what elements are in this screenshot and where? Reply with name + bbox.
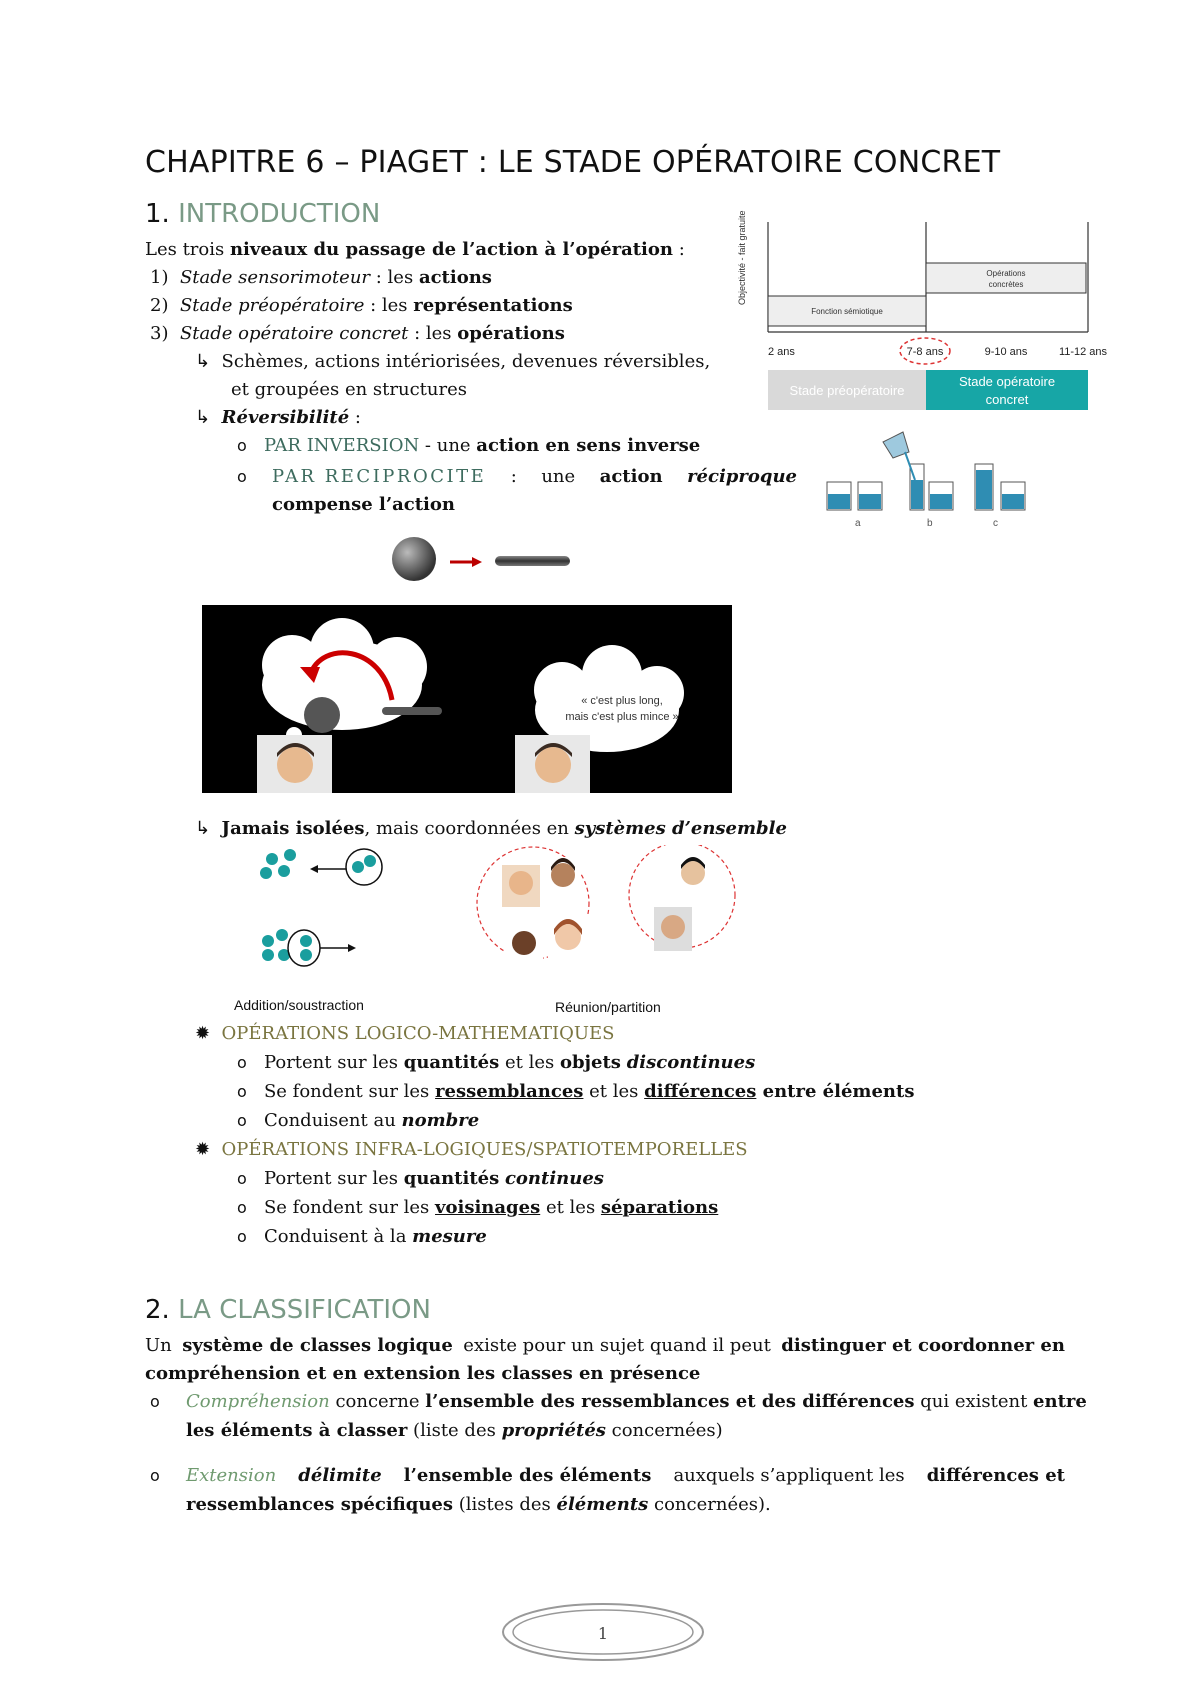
list-italic: Stade préopératoire [179, 295, 365, 316]
logico-item-3 [237, 1107, 479, 1135]
scheme-text-1: Schèmes, actions intériorisées, devenues réversibles, [221, 351, 711, 372]
text: Se fondent sur les [263, 1197, 436, 1218]
logico-item-1 [237, 1049, 755, 1077]
section-1-title: INTRODUCTION [178, 199, 381, 229]
bullet-circle-icon: o [150, 1466, 160, 1485]
bold-italic: éléments [556, 1494, 649, 1515]
person-face [551, 863, 575, 887]
text: existe pour un sujet quand il peut [463, 1335, 771, 1356]
bold: les éléments à classer [186, 1420, 408, 1441]
text: concernées). [648, 1494, 771, 1515]
dot [278, 865, 290, 877]
bold-italic: délimite [298, 1465, 382, 1486]
list-item [150, 264, 492, 292]
ball-to-stick-illustration [390, 535, 580, 585]
extension-line-2 [186, 1491, 771, 1519]
red-arrow-head-icon [472, 557, 482, 567]
reciprocity-label: PAR RECIPROCITE [272, 466, 487, 487]
list-number: 1) [150, 267, 169, 288]
glass-label: b [927, 518, 933, 529]
text: et les [499, 1052, 560, 1073]
text: (liste des [407, 1420, 502, 1441]
bold-italic: mesure [412, 1226, 487, 1247]
clay-ball [304, 697, 340, 733]
comprehension-label: Compréhension [186, 1391, 330, 1412]
bold-italic: nombre [401, 1110, 480, 1131]
clay-stick [495, 556, 570, 566]
list-text: : les [370, 267, 419, 288]
reciprocity-reciproque: réciproque [687, 466, 797, 487]
caption-addition: Addition/soustraction [234, 997, 364, 1013]
section-2-number: 2. [145, 1295, 170, 1325]
extension-bullet [150, 1462, 160, 1490]
bold-italic: propriétés [501, 1420, 606, 1441]
water [976, 470, 992, 509]
text: concerne [329, 1391, 426, 1412]
dot [352, 861, 364, 873]
bold-underline: différences [644, 1081, 757, 1102]
bullet-circle-icon: o [150, 1392, 160, 1411]
scheme-line-2: et groupées en structures [231, 379, 467, 400]
reciprocity-colon: : [510, 466, 517, 487]
person-photos [502, 855, 711, 967]
bubble-quote-2: mais c'est plus mince » [565, 711, 679, 723]
arrow-return-icon: ↳ [195, 407, 211, 428]
list-bold: actions [418, 267, 492, 288]
person-face [512, 931, 536, 955]
bold: distinguer et coordonner en [781, 1335, 1065, 1356]
timeline-tick-label: 2 ans [768, 346, 795, 358]
reciprocity-line-2 [272, 491, 455, 519]
text: Portent sur les [263, 1168, 404, 1189]
reciprocity-compense: compense l’action [272, 494, 455, 515]
dot [300, 935, 312, 947]
bullet-circle-icon: o [237, 1169, 247, 1188]
inversion-bold: action en sens inverse [476, 435, 701, 456]
stage-concret-label-2: concret [985, 392, 1029, 407]
cloud [534, 662, 590, 718]
extension-label: Extension [186, 1465, 277, 1486]
inversion-label: PAR INVERSION [263, 435, 420, 456]
reversibility-label: Réversibilité [221, 407, 350, 428]
bold: ressemblances spécifiques [186, 1494, 454, 1515]
bold: système de classes logique [182, 1335, 453, 1356]
dot [276, 929, 288, 941]
bullet-circle-icon: o [237, 1198, 247, 1217]
water [828, 494, 850, 509]
page-number: 1 [597, 1624, 609, 1643]
bullet-circle-icon: o [237, 1227, 247, 1246]
list-italic: Stade opératoire concret [179, 323, 409, 344]
extension-line-1 [186, 1462, 1065, 1490]
dot [284, 849, 296, 861]
cloud [310, 618, 374, 682]
reciprocity-text: une [541, 466, 576, 487]
bullet-circle-icon: o [237, 1053, 247, 1072]
jamais-isolees-bold: Jamais isolées [221, 818, 365, 839]
text: concernées) [605, 1420, 723, 1441]
bullet-circle-icon: o [237, 436, 247, 455]
list-item [150, 320, 565, 348]
inversion-line [237, 432, 700, 460]
water [911, 480, 923, 509]
dot [364, 855, 376, 867]
scheme-line-1 [195, 348, 715, 376]
clay-stick [382, 707, 442, 715]
clay-ball [392, 537, 436, 581]
text: Conduisent à la [263, 1226, 413, 1247]
list-text: : les [364, 295, 414, 316]
page-title: CHAPITRE 6 – PIAGET : LE STADE OPÉRATOIRE CONCRET [145, 145, 1001, 180]
stage-preoperatoire-label: Stade préopératoire [789, 383, 905, 398]
text: Un [145, 1335, 172, 1356]
bold-underline: séparations [600, 1197, 719, 1218]
timeline-ylabel: Objectivité - fait gratuite [737, 210, 747, 305]
bold: quantités [403, 1052, 500, 1073]
bubble-quote-1: « c'est plus long, [581, 695, 663, 707]
section-1-heading [145, 199, 380, 229]
logico-item-2 [237, 1078, 914, 1106]
section-2-heading [145, 1295, 431, 1325]
list-bold: opérations [457, 323, 565, 344]
logico-title: OPÉRATIONS LOGICO-MATHEMATIQUES [221, 1023, 615, 1044]
caption-reunion: Réunion/partition [555, 999, 661, 1015]
bold-underline: voisinages [435, 1197, 541, 1218]
infra-title: OPÉRATIONS INFRA-LOGIQUES/SPATIOTEMPORELLES [221, 1139, 748, 1160]
section-2-title: LA CLASSIFICATION [178, 1295, 431, 1325]
intro-text: Les trois [145, 239, 230, 260]
child-face [277, 747, 313, 783]
inversion-text: - une [419, 435, 477, 456]
timeline-tick-label: 11-12 ans [1058, 346, 1108, 358]
glasses-illustration [825, 430, 1040, 530]
dot [262, 949, 274, 961]
gear-bullet-icon: ✹ [195, 1023, 211, 1044]
dot [300, 949, 312, 961]
bullet-circle-icon: o [237, 467, 247, 486]
list-number: 2) [150, 295, 169, 316]
person-face [509, 871, 533, 895]
stage-concret-label-1: Stade opératoire [958, 374, 1056, 389]
water [930, 494, 952, 509]
intro-bold: niveaux du passage de l’action à l’opération [229, 239, 673, 260]
glass-label: c [993, 518, 998, 529]
list-item [150, 292, 573, 320]
text: (listes des [453, 1494, 557, 1515]
classif-line-1 [145, 1332, 1065, 1360]
bold: compréhension et en extension les classes en présence [145, 1363, 701, 1384]
reciprocity-action: action [599, 466, 663, 487]
timeline-box-concretes-label-2: concrètes [988, 280, 1024, 289]
timeline-tick-label: 7-8 ans [906, 346, 944, 358]
bold: quantités [403, 1168, 500, 1189]
person-face [661, 915, 685, 939]
dot [262, 935, 274, 947]
infra-item-3 [237, 1223, 487, 1251]
child-face [535, 747, 571, 783]
text: et les [583, 1081, 645, 1102]
dot [266, 853, 278, 865]
bold: différences et [926, 1465, 1065, 1486]
text: et les [540, 1197, 601, 1218]
jamais-isolees-line [195, 815, 787, 843]
text: auxquels s’appliquent les [673, 1465, 905, 1486]
bold: l’ensemble des ressemblances et des différences [425, 1391, 915, 1412]
list-number: 3) [150, 323, 169, 344]
classif-line-2 [145, 1360, 700, 1388]
bold-italic: continues [504, 1168, 604, 1189]
text: Se fondent sur les [263, 1081, 436, 1102]
bold-italic: discontinues [626, 1052, 756, 1073]
reversibility-line [195, 404, 361, 432]
bold: entre [1033, 1391, 1087, 1412]
reciprocity-words [272, 463, 797, 491]
list-bold: représentations [413, 295, 573, 316]
bullet-circle-icon: o [237, 1082, 247, 1101]
text: Portent sur les [263, 1052, 404, 1073]
comprehension-line-2 [186, 1417, 723, 1445]
infra-heading [195, 1136, 748, 1164]
dot [260, 867, 272, 879]
intro-colon: : [673, 239, 685, 260]
bold: l’ensemble des éléments [403, 1465, 652, 1486]
bold-underline: ressemblances [435, 1081, 584, 1102]
reversibility-colon: : [349, 407, 361, 428]
infra-item-1 [237, 1165, 604, 1193]
intro-paragraph [145, 236, 685, 264]
list-italic: Stade sensorimoteur [179, 267, 371, 288]
arrow-return-icon: ↳ [195, 351, 211, 372]
bold: objets [559, 1052, 621, 1073]
arrow-right-icon [348, 944, 356, 952]
arrow-left-icon [310, 865, 318, 873]
comprehension-words [186, 1388, 1087, 1416]
list-text: : les [408, 323, 458, 344]
glass-label: a [855, 518, 861, 529]
water [859, 494, 881, 509]
timeline-tick-label: 9-10 ans [984, 346, 1028, 358]
jamais-isolees-text: , mais coordonnées en [364, 818, 575, 839]
text: qui existent [914, 1391, 1034, 1412]
timeline-box-semiotique-label: Fonction sémiotique [811, 307, 883, 316]
text: Conduisent au [263, 1110, 402, 1131]
sets-illustration [230, 845, 750, 1020]
thought-bubble-panel [202, 605, 732, 793]
logico-heading [195, 1020, 615, 1048]
infra-item-2 [237, 1194, 718, 1222]
systemes-ensemble: systèmes d’ensemble [574, 818, 787, 839]
timeline-box-concretes-label-1: Opérations [986, 269, 1026, 278]
water [1002, 494, 1024, 509]
arrow-return-icon: ↳ [195, 818, 211, 839]
section-1-number: 1. [145, 199, 170, 229]
timeline-diagram [728, 210, 1118, 410]
bullet-circle-icon: o [237, 1111, 247, 1130]
bold: entre éléments [756, 1081, 915, 1102]
gear-bullet-icon: ✹ [195, 1139, 211, 1160]
page-number-ornament [498, 1600, 708, 1664]
